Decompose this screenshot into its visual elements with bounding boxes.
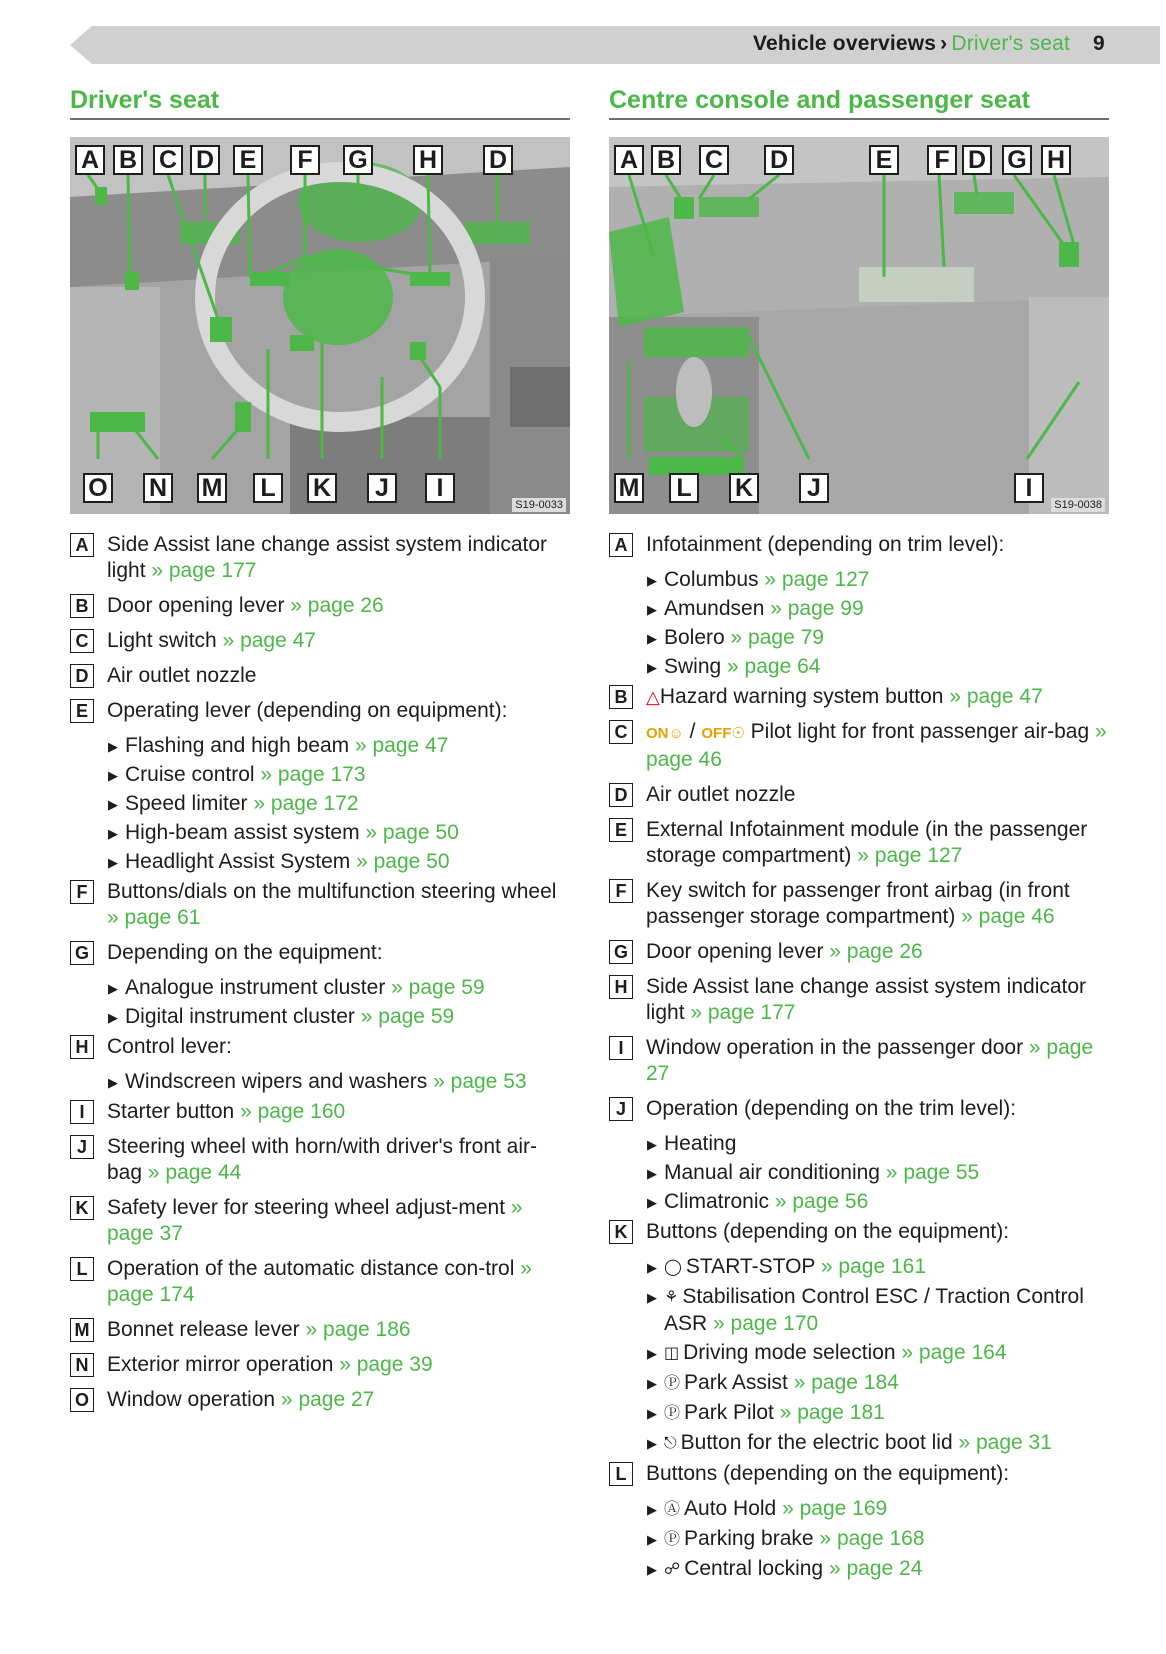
- legend-key: M: [70, 1318, 94, 1342]
- hazard-triangle-icon: △: [646, 687, 660, 707]
- callout-j: J: [799, 473, 829, 503]
- page-ref-link[interactable]: » page 47: [943, 685, 1043, 708]
- legend-key: A: [70, 533, 94, 557]
- legend-key: F: [70, 880, 94, 904]
- legend-item: [70, 663, 570, 689]
- sub-item: ▶ Speed limiter » page 172: [70, 791, 570, 817]
- callout-k: K: [307, 473, 337, 503]
- sub-item: ▶ High-beam assist system » page 50: [70, 820, 570, 846]
- legend-text: Door opening lever » page 26: [646, 940, 923, 963]
- sub-list: [609, 1496, 1109, 1583]
- callout-g: G: [343, 145, 373, 175]
- figure-code: S19-0038: [1051, 498, 1105, 512]
- legend-key: I: [609, 1036, 633, 1060]
- console-legend: [609, 532, 1109, 1583]
- legend-item: [70, 593, 570, 619]
- sub-item: ▶ Flashing and high beam » page 47: [70, 733, 570, 759]
- legend-key: G: [70, 941, 94, 965]
- page-ref-link[interactable]: » page 24: [823, 1557, 923, 1580]
- legend-item: [609, 1035, 1109, 1087]
- page-ref-link[interactable]: » page 127: [851, 844, 963, 867]
- airbag-off-icon: OFF: [701, 725, 732, 742]
- breadcrumb-section: Vehicle overviews: [752, 32, 937, 55]
- legend-text: Bonnet release lever » page 186: [107, 1318, 411, 1341]
- legend-text: Side Assist lane change assist system indicator light » page 177: [107, 533, 548, 582]
- page-ref-link[interactable]: » page 47: [216, 629, 316, 652]
- page-ref-link[interactable]: » page 170: [707, 1312, 819, 1335]
- legend-key: J: [609, 1097, 633, 1121]
- page-ref-link[interactable]: » page 127: [758, 568, 870, 591]
- legend-item: [70, 1317, 570, 1343]
- legend-item: [609, 532, 1109, 558]
- legend-key: G: [609, 940, 633, 964]
- legend-item: [609, 684, 1109, 710]
- start-stop-icon: ◯: [664, 1259, 682, 1276]
- callout-o: O: [83, 473, 113, 503]
- callout-b: B: [113, 145, 143, 175]
- legend-item: [70, 1099, 570, 1125]
- console-passenger-section: [609, 82, 1109, 1587]
- page-ref-link[interactable]: » page 161: [815, 1255, 926, 1278]
- legend-item: [70, 532, 570, 584]
- legend-item: [609, 817, 1109, 869]
- page-ref-link[interactable]: » page 181: [773, 1401, 885, 1424]
- legend-text: △Hazard warning system button » page 47: [646, 685, 1043, 708]
- callout-h: H: [1041, 145, 1071, 175]
- legend-text: Starter button » page 160: [107, 1100, 346, 1123]
- callout-g: G: [1002, 145, 1032, 175]
- auto-hold-icon: Ⓐ: [664, 1501, 681, 1518]
- callout-m: M: [197, 473, 227, 503]
- legend-key: N: [70, 1353, 94, 1377]
- page-ref-link[interactable]: » page 56: [769, 1190, 869, 1213]
- legend-text: Operation (depending on the trim level):: [646, 1097, 1017, 1120]
- legend-text: Door opening lever » page 26: [107, 594, 384, 617]
- page-ref-link[interactable]: » page 31: [952, 1431, 1052, 1454]
- page-number: 9: [1093, 32, 1105, 55]
- legend-item: [609, 939, 1109, 965]
- callout-h: H: [413, 145, 443, 175]
- callout-m: M: [614, 473, 644, 503]
- section-title: Driver's seat: [70, 82, 570, 120]
- legend-text: Exterior mirror operation » page 39: [107, 1353, 433, 1376]
- page-ref-link[interactable]: » page 186: [299, 1318, 411, 1341]
- legend-key: K: [609, 1220, 633, 1244]
- legend-text: Air outlet nozzle: [646, 783, 796, 806]
- callout-d: D: [764, 145, 794, 175]
- page-ref-link[interactable]: » page 64: [721, 655, 821, 678]
- callout-i: I: [1014, 473, 1044, 503]
- sub-item: ▶ ⎋ Button for the electric boot lid » page 31: [609, 1430, 1109, 1457]
- console-illustration: [609, 137, 1109, 514]
- legend-text: Window operation » page 27: [107, 1388, 375, 1411]
- legend-item: [70, 698, 570, 724]
- sub-item: ▶ Ⓟ Park Pilot » page 181: [609, 1400, 1109, 1427]
- legend-item: [609, 1096, 1109, 1122]
- breadcrumb-subsection: Driver's seat: [951, 32, 1070, 55]
- sub-item: ▶ Manual air conditioning » page 55: [609, 1160, 1109, 1186]
- legend-text: External Infotainment module (in the passenger storage compartment) » page 127: [646, 818, 1088, 867]
- legend-text: Light switch » page 47: [107, 629, 316, 652]
- callout-e: E: [869, 145, 899, 175]
- page-ref-link[interactable]: » page 50: [350, 850, 450, 873]
- legend-text: Buttons (depending on the equipment):: [646, 1220, 1010, 1243]
- legend-text: ON☺ / OFF☉ Pilot light for front passenger air-bag » page 46: [646, 720, 1107, 771]
- sub-item: ▶ Climatronic » page 56: [609, 1189, 1109, 1215]
- legend-item: [609, 878, 1109, 930]
- page-ref-link[interactable]: » page 79: [724, 626, 824, 649]
- legend-key: F: [609, 879, 633, 903]
- breadcrumb-separator: ›: [940, 32, 948, 55]
- legend-key: B: [609, 685, 633, 709]
- page-ref-link[interactable]: » page 61: [107, 906, 201, 929]
- legend-text: Air outlet nozzle: [107, 664, 257, 687]
- callout-d-right: D: [962, 145, 992, 175]
- legend-key: C: [70, 629, 94, 653]
- page-ref-link[interactable]: » page 50: [359, 821, 459, 844]
- slash: /: [689, 720, 696, 743]
- page-ref-link[interactable]: » page 160: [234, 1100, 346, 1123]
- driver-cockpit-illustration: [70, 137, 570, 514]
- legend-item: [70, 1034, 570, 1060]
- sub-item: ▶ ◯ START-STOP » page 161: [609, 1254, 1109, 1281]
- page-ref-link[interactable]: » page 27: [275, 1388, 375, 1411]
- page-ref-link[interactable]: » page 174: [107, 1257, 532, 1306]
- parking-brake-icon: Ⓟ: [664, 1531, 681, 1548]
- legend-key: C: [609, 720, 633, 744]
- airbag-off-symbol-icon: ☉: [731, 725, 745, 742]
- driver-seat-section: [70, 82, 570, 1422]
- page-ref-link[interactable]: » page 177: [145, 559, 257, 582]
- callout-l: L: [669, 473, 699, 503]
- breadcrumb: [753, 32, 1070, 56]
- legend-key: E: [609, 818, 633, 842]
- sub-item: ▶ Ⓟ Park Assist » page 184: [609, 1370, 1109, 1397]
- legend-item: [70, 1195, 570, 1247]
- legend-text: Buttons/dials on the multifunction steering wheel » page 61: [107, 880, 557, 929]
- legend-key: J: [70, 1135, 94, 1159]
- legend-key: L: [609, 1462, 633, 1486]
- sub-item: ▶ Heating: [609, 1131, 1109, 1157]
- page-ref-link[interactable]: » page 59: [354, 1005, 455, 1028]
- legend-text: Safety lever for steering wheel adjust-ment » page 37: [107, 1196, 523, 1245]
- airbag-symbol-icon: ☺: [668, 725, 684, 742]
- callout-f: F: [290, 145, 320, 175]
- legend-text: Operation of the automatic distance con-trol » page 174: [107, 1257, 532, 1306]
- page-ref-link[interactable]: » page 164: [895, 1341, 1007, 1364]
- mode-icon: ◫: [664, 1345, 680, 1362]
- legend-item: [70, 879, 570, 931]
- page-ref-link[interactable]: » page 27: [646, 1036, 1094, 1085]
- callout-f: F: [927, 145, 957, 175]
- legend-key: I: [70, 1100, 94, 1124]
- callout-d: D: [190, 145, 220, 175]
- page-ref-link[interactable]: » page 39: [333, 1353, 433, 1376]
- sub-list: [70, 1069, 570, 1095]
- legend-key: L: [70, 1257, 94, 1281]
- sub-list: [609, 1254, 1109, 1457]
- page-ref-link[interactable]: » page 46: [955, 905, 1055, 928]
- sub-item: ▶ Cruise control » page 173: [70, 762, 570, 788]
- page-ref-link[interactable]: » page 44: [142, 1161, 242, 1184]
- page-ref-link[interactable]: » page 59: [385, 976, 485, 999]
- page-ref-link[interactable]: » page 55: [879, 1161, 980, 1184]
- legend-item: [70, 1134, 570, 1186]
- legend-text: Buttons (depending on the equipment):: [646, 1462, 1010, 1485]
- page-ref-link[interactable]: » page 53: [427, 1070, 527, 1093]
- callout-c: C: [153, 145, 183, 175]
- sub-item: ▶ Columbus » page 127: [609, 567, 1109, 593]
- callout-e: E: [233, 145, 263, 175]
- legend-text: Operating lever (depending on equipment):: [107, 699, 508, 722]
- sub-item: ▶ Windscreen wipers and washers » page 53: [70, 1069, 570, 1095]
- legend-item: [70, 1387, 570, 1413]
- figure-code: S19-0033: [512, 498, 566, 512]
- page-ref-link[interactable]: » page 37: [107, 1196, 523, 1245]
- legend-text: Window operation in the passenger door » page 27: [646, 1036, 1094, 1085]
- driver-seat-legend: [70, 532, 570, 1413]
- page-ref-link[interactable]: » page 47: [349, 734, 449, 757]
- sub-item: ▶ ☍ Central locking » page 24: [609, 1556, 1109, 1583]
- sub-item: ▶ Bolero » page 79: [609, 625, 1109, 651]
- legend-item: [609, 974, 1109, 1026]
- legend-key: H: [70, 1035, 94, 1059]
- sub-item: ▶ Amundsen » page 99: [609, 596, 1109, 622]
- page-ref-link[interactable]: » page 26: [284, 594, 384, 617]
- legend-key: E: [70, 699, 94, 723]
- page-ref-link[interactable]: » page 177: [684, 1001, 796, 1024]
- legend-item: [609, 1461, 1109, 1487]
- legend-key: D: [70, 664, 94, 688]
- page-ref-link[interactable]: » page 46: [646, 720, 1107, 771]
- legend-item: [609, 1219, 1109, 1245]
- page-ref-link[interactable]: » page 99: [764, 597, 864, 620]
- legend-key: K: [70, 1196, 94, 1220]
- sub-item: ▶ Ⓐ Auto Hold » page 169: [609, 1496, 1109, 1523]
- legend-item: [70, 1352, 570, 1378]
- legend-key: H: [609, 975, 633, 999]
- sub-list: [70, 975, 570, 1030]
- legend-text: Control lever:: [107, 1035, 232, 1058]
- page-ref-link[interactable]: » page 172: [247, 792, 359, 815]
- central-locking-icon: ☍: [664, 1561, 681, 1578]
- sub-item: ▶ Headlight Assist System » page 50: [70, 849, 570, 875]
- legend-text: Depending on the equipment:: [107, 941, 383, 964]
- sub-list: [609, 1131, 1109, 1215]
- boot-lid-icon: ⎋: [664, 1435, 677, 1452]
- legend-key: O: [70, 1388, 94, 1412]
- console-figure: [609, 137, 1109, 514]
- callout-l: L: [253, 473, 283, 503]
- legend-key: D: [609, 783, 633, 807]
- legend-key: A: [609, 533, 633, 557]
- sub-item: ▶ ⚘ Stabilisation Control ESC / Traction Control ASR » page 170: [609, 1284, 1109, 1337]
- legend-text: Steering wheel with horn/with driver's front air-bag » page 44: [107, 1135, 538, 1184]
- legend-text: Infotainment (depending on trim level):: [646, 533, 1005, 556]
- legend-item: [70, 628, 570, 654]
- sub-item: ▶ Digital instrument cluster » page 59: [70, 1004, 570, 1030]
- legend-text: Side Assist lane change assist system indicator light » page 177: [646, 975, 1087, 1024]
- legend-item: [609, 719, 1109, 773]
- legend-item: [70, 940, 570, 966]
- callout-k: K: [729, 473, 759, 503]
- page-ref-link[interactable]: » page 26: [823, 940, 923, 963]
- legend-text: Key switch for passenger front airbag (in front passenger storage compartment) » page 46: [646, 879, 1070, 928]
- callout-j: J: [367, 473, 397, 503]
- callout-b: B: [651, 145, 681, 175]
- section-title: Centre console and passenger seat: [609, 82, 1109, 120]
- esc-icon: ⚘: [664, 1289, 679, 1306]
- page-ref-link[interactable]: » page 168: [813, 1527, 925, 1550]
- park-pilot-icon: Ⓟ: [664, 1405, 681, 1422]
- sub-item: ▶ Analogue instrument cluster » page 59: [70, 975, 570, 1001]
- callout-d-right: D: [483, 145, 513, 175]
- sub-item: ▶ Ⓟ Parking brake » page 168: [609, 1526, 1109, 1553]
- page-ref-link[interactable]: » page 184: [787, 1371, 899, 1394]
- callout-a: A: [614, 145, 644, 175]
- sub-list: [609, 567, 1109, 680]
- driver-seat-figure: [70, 137, 570, 514]
- page-ref-link[interactable]: » page 169: [776, 1497, 888, 1520]
- callout-a: A: [75, 145, 105, 175]
- callout-i: I: [425, 473, 455, 503]
- page-ref-link[interactable]: » page 173: [254, 763, 366, 786]
- legend-key: B: [70, 594, 94, 618]
- park-assist-icon: Ⓟ: [664, 1375, 681, 1392]
- legend-item: [70, 1256, 570, 1308]
- sub-item: ▶ ◫ Driving mode selection » page 164: [609, 1340, 1109, 1367]
- legend-item: [609, 782, 1109, 808]
- callout-n: N: [143, 473, 173, 503]
- airbag-on-icon: ON: [646, 725, 669, 742]
- callout-c: C: [699, 145, 729, 175]
- sub-list: [70, 733, 570, 875]
- sub-item: ▶ Swing » page 64: [609, 654, 1109, 680]
